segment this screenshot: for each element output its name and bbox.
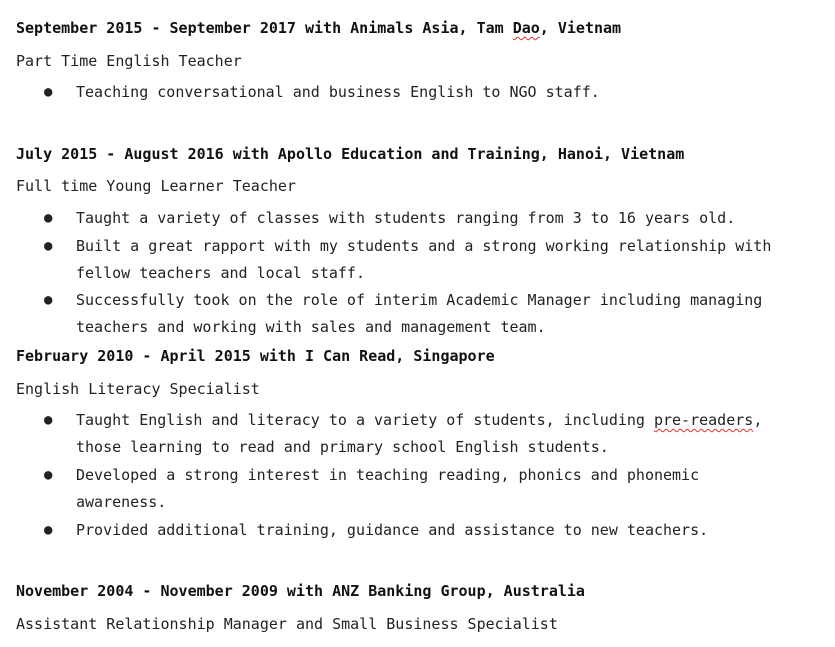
list-item	[16, 205, 806, 232]
job-title: Assistant Relationship Manager and Small Business Specialist	[16, 615, 558, 633]
job-heading-i-can-read: February 2010 - April 2015 with I Can Read, Singapore	[16, 347, 495, 365]
bullet-icon: ●	[44, 84, 53, 100]
list-item	[16, 79, 806, 106]
list-item	[16, 517, 806, 544]
bullet-text: Developed a strong interest in teaching reading, phonics and phonemic awareness.	[76, 466, 700, 511]
list-item	[16, 233, 806, 287]
spellcheck-word: Dao	[512, 19, 540, 37]
job-heading-anz: November 2004 - November 2009 with ANZ Banking Group, Australia	[16, 582, 585, 600]
bullet-text: Successfully took on the role of interim Academic Manager including managing teachers and working with sales and management team.	[76, 291, 763, 336]
bullet-text: Provided additional training, guidance and assistance to new teachers.	[76, 521, 709, 539]
list-item	[16, 287, 806, 341]
job-title: Part Time English Teacher	[16, 52, 242, 70]
list-item	[16, 462, 806, 516]
bullet-icon: ●	[44, 412, 53, 428]
bullet-text: Built a great rapport with my students and a strong working relationship with fellow teachers and local staff.	[76, 237, 772, 282]
bullet-text	[76, 407, 806, 461]
bullet-text: Taught a variety of classes with students ranging from 3 to 16 years old.	[76, 209, 736, 227]
job-heading-animals-asia	[16, 18, 621, 38]
bullet-icon: ●	[44, 522, 53, 538]
bullet-icon: ●	[44, 210, 53, 226]
heading-text: September 2015 - September 2017 with Animals Asia, Tam	[16, 19, 513, 37]
job-title: English Literacy Specialist	[16, 380, 260, 398]
bullet-icon: ●	[44, 238, 53, 254]
bullet-text: Teaching conversational and business English to NGO staff.	[76, 83, 600, 101]
job-heading-apollo: July 2015 - August 2016 with Apollo Education and Training, Hanoi, Vietnam	[16, 145, 685, 163]
bullet-text-part: , those learning to read and primary school English students.	[76, 411, 763, 456]
heading-text: , Vietnam	[539, 19, 622, 37]
list-item	[16, 407, 806, 461]
spellcheck-word: pre-readers	[653, 411, 754, 429]
bullet-text-part: Taught English and literacy to a variety of students, including	[76, 411, 654, 429]
bullet-icon: ●	[44, 292, 53, 308]
bullet-icon: ●	[44, 467, 53, 483]
job-title: Full time Young Learner Teacher	[16, 177, 296, 195]
